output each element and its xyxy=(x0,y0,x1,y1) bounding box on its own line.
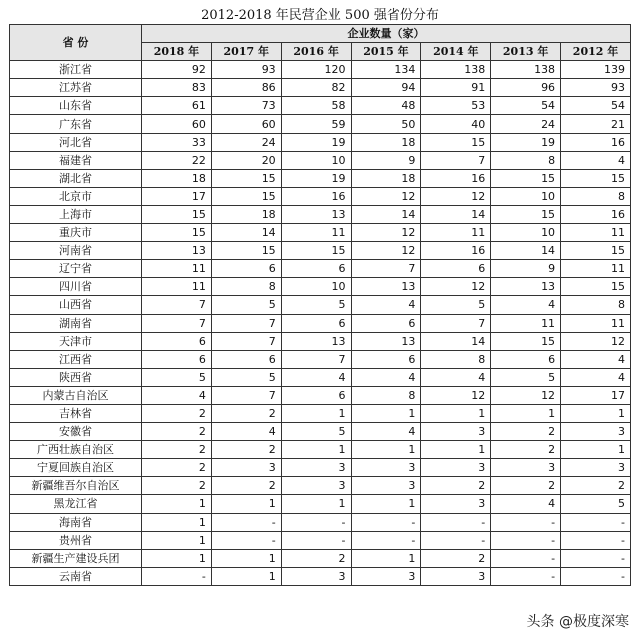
count-cell: 1 xyxy=(561,404,631,422)
count-cell: 18 xyxy=(351,133,421,151)
count-cell: 2 xyxy=(491,477,561,495)
province-cell: 江西省 xyxy=(10,350,142,368)
table-row xyxy=(10,296,631,314)
province-cell: 北京市 xyxy=(10,187,142,205)
count-cell: 1 xyxy=(142,495,212,513)
count-cell: 6 xyxy=(142,350,212,368)
count-cell: 1 xyxy=(351,404,421,422)
count-cell: 11 xyxy=(561,224,631,242)
count-cell: - xyxy=(561,549,631,567)
count-cell: 138 xyxy=(491,61,561,79)
count-cell: 5 xyxy=(421,296,491,314)
count-cell: 18 xyxy=(142,169,212,187)
province-cell: 湖南省 xyxy=(10,314,142,332)
count-cell: 12 xyxy=(351,187,421,205)
count-cell: 21 xyxy=(561,115,631,133)
count-cell: 2 xyxy=(211,404,281,422)
count-cell: 50 xyxy=(351,115,421,133)
count-cell: 3 xyxy=(421,567,491,585)
province-cell: 海南省 xyxy=(10,513,142,531)
count-cell: 15 xyxy=(281,242,351,260)
count-cell: 6 xyxy=(281,314,351,332)
province-cell: 黑龙江省 xyxy=(10,495,142,513)
count-cell: 2 xyxy=(142,404,212,422)
count-cell: 3 xyxy=(281,477,351,495)
count-cell: 16 xyxy=(281,187,351,205)
count-cell: 10 xyxy=(281,151,351,169)
count-cell: 3 xyxy=(351,567,421,585)
count-cell: 61 xyxy=(142,97,212,115)
count-cell: 96 xyxy=(491,79,561,97)
count-cell: 15 xyxy=(491,205,561,223)
count-cell: 1 xyxy=(351,495,421,513)
count-cell: 14 xyxy=(421,332,491,350)
count-cell: 15 xyxy=(211,242,281,260)
header-row-group xyxy=(10,25,631,43)
count-cell: - xyxy=(561,513,631,531)
count-cell: 6 xyxy=(351,314,421,332)
table-row xyxy=(10,314,631,332)
count-cell: 8 xyxy=(561,296,631,314)
count-cell: 3 xyxy=(351,459,421,477)
count-cell: 12 xyxy=(421,187,491,205)
count-cell: 9 xyxy=(351,151,421,169)
count-cell: 3 xyxy=(421,495,491,513)
count-cell: 58 xyxy=(281,97,351,115)
count-cell: 15 xyxy=(142,205,212,223)
count-cell: 40 xyxy=(421,115,491,133)
count-cell: - xyxy=(491,531,561,549)
count-cell: 15 xyxy=(211,187,281,205)
province-cell: 陕西省 xyxy=(10,368,142,386)
year-header: 2015 年 xyxy=(351,43,421,61)
count-cell: 4 xyxy=(351,368,421,386)
province-cell: 吉林省 xyxy=(10,404,142,422)
count-cell: 8 xyxy=(561,187,631,205)
table-row xyxy=(10,368,631,386)
province-cell: 重庆市 xyxy=(10,224,142,242)
count-cell: 1 xyxy=(281,495,351,513)
count-cell: 8 xyxy=(491,151,561,169)
count-cell: 12 xyxy=(421,278,491,296)
count-cell: 7 xyxy=(211,314,281,332)
count-cell: 6 xyxy=(351,350,421,368)
count-cell: 10 xyxy=(491,224,561,242)
count-cell: - xyxy=(211,513,281,531)
province-header: 省 份 xyxy=(10,25,142,61)
table-row xyxy=(10,61,631,79)
table-row xyxy=(10,242,631,260)
table-row xyxy=(10,133,631,151)
count-cell: 33 xyxy=(142,133,212,151)
table-row xyxy=(10,97,631,115)
count-cell: 16 xyxy=(561,205,631,223)
count-cell: 14 xyxy=(421,205,491,223)
count-cell: 11 xyxy=(561,314,631,332)
table-row xyxy=(10,260,631,278)
count-cell: - xyxy=(281,531,351,549)
count-cell: 54 xyxy=(561,97,631,115)
count-cell: 1 xyxy=(561,441,631,459)
count-cell: 18 xyxy=(211,205,281,223)
count-cell: 3 xyxy=(561,423,631,441)
count-cell: 1 xyxy=(491,404,561,422)
count-cell: 12 xyxy=(421,386,491,404)
count-cell: 11 xyxy=(561,260,631,278)
count-cell: - xyxy=(561,531,631,549)
table-row xyxy=(10,169,631,187)
count-cell: 8 xyxy=(211,278,281,296)
count-cell: 13 xyxy=(491,278,561,296)
count-cell: 2 xyxy=(491,423,561,441)
count-cell: 86 xyxy=(211,79,281,97)
count-cell: 2 xyxy=(142,423,212,441)
table-body xyxy=(10,61,631,586)
count-cell: 11 xyxy=(142,278,212,296)
table-row xyxy=(10,386,631,404)
count-cell: 3 xyxy=(421,423,491,441)
count-cell: 1 xyxy=(142,513,212,531)
count-cell: 120 xyxy=(281,61,351,79)
count-cell: 1 xyxy=(281,404,351,422)
count-cell: 7 xyxy=(142,296,212,314)
count-cell: 3 xyxy=(211,459,281,477)
count-cell: - xyxy=(421,513,491,531)
count-cell: 24 xyxy=(491,115,561,133)
count-cell: 3 xyxy=(561,459,631,477)
count-cell: 20 xyxy=(211,151,281,169)
count-cell: 16 xyxy=(421,242,491,260)
count-cell: 2 xyxy=(421,477,491,495)
count-cell: 6 xyxy=(491,350,561,368)
count-cell: 15 xyxy=(421,133,491,151)
count-cell: 13 xyxy=(281,205,351,223)
table-row xyxy=(10,205,631,223)
count-cell: 16 xyxy=(561,133,631,151)
count-cell: 48 xyxy=(351,97,421,115)
count-cell: 82 xyxy=(281,79,351,97)
count-cell: 18 xyxy=(351,169,421,187)
table-row xyxy=(10,495,631,513)
count-cell: - xyxy=(211,531,281,549)
table-row xyxy=(10,459,631,477)
table-row xyxy=(10,187,631,205)
count-cell: 19 xyxy=(491,133,561,151)
table-row xyxy=(10,79,631,97)
count-cell: 11 xyxy=(142,260,212,278)
year-header: 2018 年 xyxy=(142,43,212,61)
count-cell: 10 xyxy=(491,187,561,205)
count-cell: 1 xyxy=(421,441,491,459)
count-cell: - xyxy=(561,567,631,585)
count-cell: 1 xyxy=(142,531,212,549)
count-cell: 73 xyxy=(211,97,281,115)
count-cell: 15 xyxy=(561,169,631,187)
count-cell: 2 xyxy=(142,459,212,477)
count-cell: 93 xyxy=(211,61,281,79)
province-cell: 河南省 xyxy=(10,242,142,260)
count-cell: 4 xyxy=(561,368,631,386)
count-cell: - xyxy=(421,531,491,549)
count-cell: 138 xyxy=(421,61,491,79)
count-cell: 17 xyxy=(561,386,631,404)
count-cell: 83 xyxy=(142,79,212,97)
count-cell: 14 xyxy=(491,242,561,260)
table-row xyxy=(10,477,631,495)
count-cell: 54 xyxy=(491,97,561,115)
count-cell: 3 xyxy=(491,459,561,477)
table-row xyxy=(10,513,631,531)
count-cell: 1 xyxy=(281,441,351,459)
table-title: 2012-2018 年民营企业 500 强省份分布 xyxy=(201,8,439,23)
count-cell: 13 xyxy=(142,242,212,260)
province-cell: 新疆维吾尔自治区 xyxy=(10,477,142,495)
count-cell: 94 xyxy=(351,79,421,97)
table-row xyxy=(10,278,631,296)
count-cell: 2 xyxy=(142,477,212,495)
count-cell: 12 xyxy=(351,242,421,260)
count-cell: 1 xyxy=(351,441,421,459)
province-cell: 贵州省 xyxy=(10,531,142,549)
count-cell: - xyxy=(281,513,351,531)
count-cell: 7 xyxy=(211,386,281,404)
count-cell: 4 xyxy=(142,386,212,404)
count-cell: 7 xyxy=(421,314,491,332)
count-cell: 22 xyxy=(142,151,212,169)
province-cell: 天津市 xyxy=(10,332,142,350)
count-cell: 5 xyxy=(561,495,631,513)
count-cell: 13 xyxy=(281,332,351,350)
count-cell: 19 xyxy=(281,169,351,187)
count-cell: 4 xyxy=(561,151,631,169)
table-row xyxy=(10,423,631,441)
province-cell: 山东省 xyxy=(10,97,142,115)
table-row xyxy=(10,531,631,549)
table-header xyxy=(10,25,631,61)
count-cell: 7 xyxy=(421,151,491,169)
table-row xyxy=(10,549,631,567)
count-cell: 6 xyxy=(142,332,212,350)
province-cell: 新疆生产建设兵团 xyxy=(10,549,142,567)
province-cell: 四川省 xyxy=(10,278,142,296)
table-row xyxy=(10,115,631,133)
count-cell: 60 xyxy=(211,115,281,133)
count-cell: 15 xyxy=(211,169,281,187)
count-cell: 1 xyxy=(142,549,212,567)
province-cell: 内蒙古自治区 xyxy=(10,386,142,404)
table-row xyxy=(10,224,631,242)
count-cell: 6 xyxy=(421,260,491,278)
count-cell: 2 xyxy=(211,441,281,459)
count-cell: 10 xyxy=(281,278,351,296)
year-header: 2017 年 xyxy=(211,43,281,61)
count-cell: 4 xyxy=(351,296,421,314)
table-row xyxy=(10,404,631,422)
count-cell: 7 xyxy=(281,350,351,368)
province-cell: 广东省 xyxy=(10,115,142,133)
count-cell: 11 xyxy=(421,224,491,242)
count-cell: 12 xyxy=(561,332,631,350)
data-table xyxy=(9,24,631,586)
count-cell: - xyxy=(142,567,212,585)
province-cell: 山西省 xyxy=(10,296,142,314)
count-cell: 3 xyxy=(281,567,351,585)
count-cell: 3 xyxy=(351,477,421,495)
count-cell: 6 xyxy=(211,260,281,278)
province-cell: 宁夏回族自治区 xyxy=(10,459,142,477)
count-cell: 5 xyxy=(491,368,561,386)
year-header: 2014 年 xyxy=(421,43,491,61)
table-row xyxy=(10,350,631,368)
province-cell: 广西壮族自治区 xyxy=(10,441,142,459)
count-cell: 14 xyxy=(211,224,281,242)
count-cell: - xyxy=(491,567,561,585)
count-cell: 4 xyxy=(561,350,631,368)
count-cell: - xyxy=(491,549,561,567)
count-cell: 93 xyxy=(561,79,631,97)
count-cell: 16 xyxy=(421,169,491,187)
count-cell: 92 xyxy=(142,61,212,79)
count-cell: 2 xyxy=(211,477,281,495)
count-cell: 13 xyxy=(351,332,421,350)
count-cell: 4 xyxy=(491,296,561,314)
province-cell: 上海市 xyxy=(10,205,142,223)
count-cell: 4 xyxy=(211,423,281,441)
province-cell: 湖北省 xyxy=(10,169,142,187)
count-cell: 15 xyxy=(491,169,561,187)
year-header: 2016 年 xyxy=(281,43,351,61)
count-cell: 1 xyxy=(211,495,281,513)
count-cell: 11 xyxy=(281,224,351,242)
count-cell: 11 xyxy=(491,314,561,332)
count-cell: 1 xyxy=(211,549,281,567)
province-cell: 河北省 xyxy=(10,133,142,151)
count-cell: 5 xyxy=(211,368,281,386)
count-cell: 5 xyxy=(211,296,281,314)
count-cell: 60 xyxy=(142,115,212,133)
count-cell: - xyxy=(491,513,561,531)
count-cell: 7 xyxy=(351,260,421,278)
year-header: 2013 年 xyxy=(491,43,561,61)
count-cell: 5 xyxy=(281,296,351,314)
count-cell: - xyxy=(351,531,421,549)
count-cell: - xyxy=(351,513,421,531)
count-cell: 5 xyxy=(142,368,212,386)
count-cell: 6 xyxy=(281,260,351,278)
table-row xyxy=(10,441,631,459)
count-cell: 134 xyxy=(351,61,421,79)
count-cell: 1 xyxy=(211,567,281,585)
count-cell: 1 xyxy=(421,404,491,422)
count-cell: 14 xyxy=(351,205,421,223)
watermark-text: 头条 @极度深寒 xyxy=(524,610,632,632)
count-cell: 19 xyxy=(281,133,351,151)
province-cell: 福建省 xyxy=(10,151,142,169)
count-cell: 8 xyxy=(421,350,491,368)
count-cell: 1 xyxy=(351,549,421,567)
count-cell: 91 xyxy=(421,79,491,97)
count-cell: 2 xyxy=(142,441,212,459)
count-cell: 7 xyxy=(142,314,212,332)
count-cell: 5 xyxy=(281,423,351,441)
count-cell: 17 xyxy=(142,187,212,205)
province-cell: 江苏省 xyxy=(10,79,142,97)
count-cell: 9 xyxy=(491,260,561,278)
count-cell: 53 xyxy=(421,97,491,115)
count-cell: 8 xyxy=(351,386,421,404)
count-group-header: 企业数量（家） xyxy=(142,25,631,43)
count-cell: 15 xyxy=(561,242,631,260)
province-cell: 安徽省 xyxy=(10,423,142,441)
count-cell: 6 xyxy=(211,350,281,368)
count-cell: 12 xyxy=(491,386,561,404)
count-cell: 7 xyxy=(211,332,281,350)
count-cell: 59 xyxy=(281,115,351,133)
count-cell: 2 xyxy=(561,477,631,495)
count-cell: 15 xyxy=(142,224,212,242)
table-row xyxy=(10,332,631,350)
province-cell: 云南省 xyxy=(10,567,142,585)
count-cell: 4 xyxy=(351,423,421,441)
table-row xyxy=(10,567,631,585)
count-cell: 139 xyxy=(561,61,631,79)
table-row xyxy=(10,151,631,169)
count-cell: 3 xyxy=(421,459,491,477)
count-cell: 4 xyxy=(281,368,351,386)
year-header: 2012 年 xyxy=(561,43,631,61)
count-cell: 4 xyxy=(491,495,561,513)
province-cell: 辽宁省 xyxy=(10,260,142,278)
count-cell: 15 xyxy=(561,278,631,296)
count-cell: 13 xyxy=(351,278,421,296)
count-cell: 3 xyxy=(281,459,351,477)
count-cell: 4 xyxy=(421,368,491,386)
province-cell: 浙江省 xyxy=(10,61,142,79)
count-cell: 24 xyxy=(211,133,281,151)
count-cell: 6 xyxy=(281,386,351,404)
count-cell: 2 xyxy=(421,549,491,567)
count-cell: 12 xyxy=(351,224,421,242)
count-cell: 2 xyxy=(491,441,561,459)
count-cell: 2 xyxy=(281,549,351,567)
count-cell: 15 xyxy=(491,332,561,350)
